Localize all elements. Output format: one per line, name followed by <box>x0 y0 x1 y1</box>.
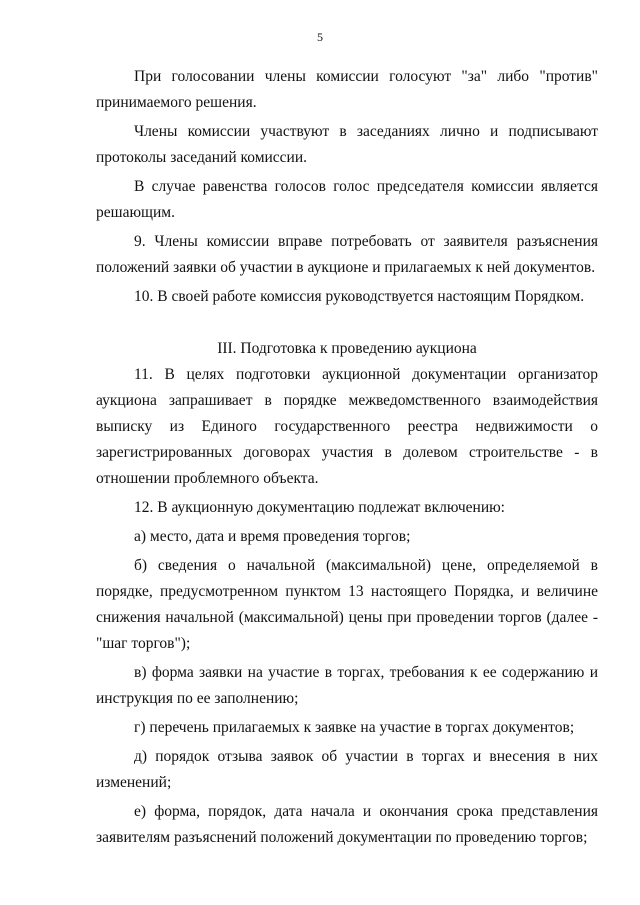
paragraph-item-9: 9. Члены комиссии вправе потребовать от заявителя разъяснения положений заявки об участии в аукционе и прилагаемых к ней документов. <box>96 233 598 276</box>
list-item-d: д) порядок отзыва заявок об участии в торгах и внесения в них изменений; <box>96 748 598 791</box>
list-item-g: г) перечень прилагаемых к заявке на участие в торгах документов; <box>134 719 575 736</box>
paragraph-item-12: 12. В аукционную документацию подлежат включению: <box>134 499 505 516</box>
section-heading: III. Подготовка к проведению аукциона <box>217 340 477 357</box>
paragraph-item-11: 11. В целях подготовки аукционной документации организатор аукциона запрашивает в порядке межведомственного взаимодействия выписку из Единого государственного реестра недвижимости о зарегистрированных договорах участия в долевом строительстве - в отношении проблемного объекта. <box>96 366 598 487</box>
page-number: 5 <box>317 30 323 44</box>
document-body <box>96 64 598 854</box>
list-item-b: б) сведения о начальной (максимальной) цене, определяемой в порядке, предусмотренном пунктом 13 настоящего Порядка, и величине снижения начальной (максимальной) цены при проведении торгов (далее - "шаг торгов"); <box>96 557 598 652</box>
list-item-v: в) форма заявки на участие в торгах, требования к ее содержанию и инструкция по ее заполнению; <box>96 664 598 707</box>
list-item-e: е) форма, порядок, дата начала и окончания срока представления заявителям разъяснений положений документации по проведению торгов; <box>96 803 598 846</box>
paragraph-item-10: 10. В своей работе комиссия руководствуется настоящим Порядком. <box>134 288 585 305</box>
paragraph-attendance: Члены комиссии участвуют в заседаниях лично и подписывают протоколы заседаний комиссии. <box>96 123 598 166</box>
paragraph-voting: При голосовании члены комиссии голосуют "за" либо "против" принимаемого решения. <box>96 68 598 111</box>
list-item-a: а) место, дата и время проведения торгов; <box>134 528 411 545</box>
paragraph-tie-vote: В случае равенства голосов голос председателя комиссии является решающим. <box>96 178 598 221</box>
